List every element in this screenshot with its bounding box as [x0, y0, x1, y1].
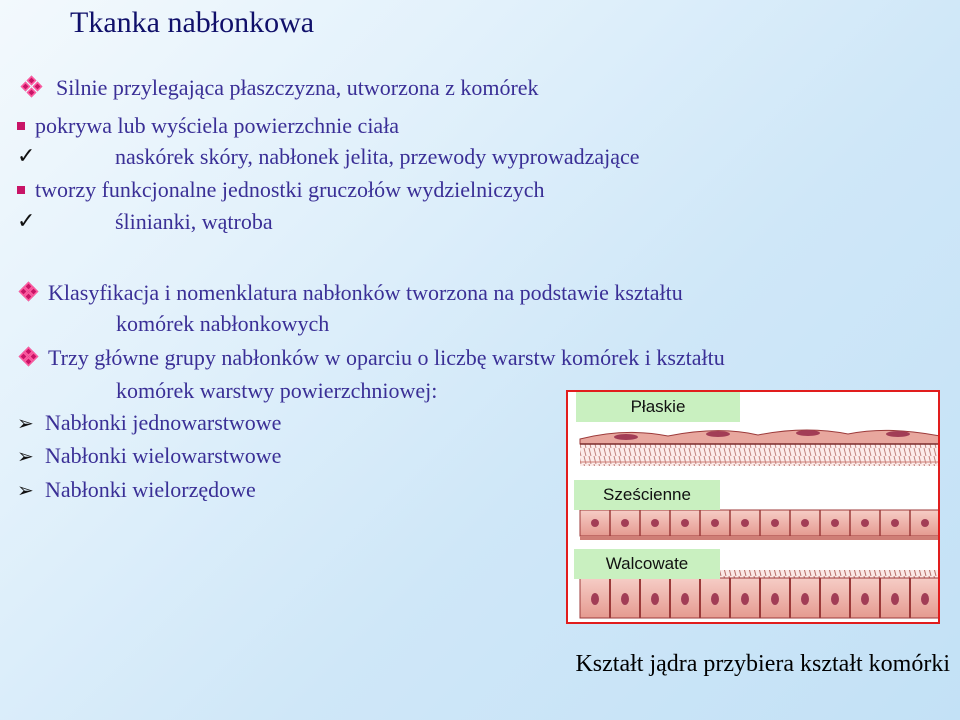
bullet-text: tworzy funkcjonalne jednostki gruczołów wydzielniczych [35, 177, 545, 202]
arrowhead-icon: ➢ [17, 444, 34, 468]
label-columnar: Walcowate [574, 549, 720, 579]
diamond-cluster-icon [22, 77, 42, 97]
label-cuboidal: Sześcienne [574, 480, 720, 510]
checkmark-icon: ✓ [17, 209, 36, 234]
bullet-text: Silnie przylegająca płaszczyzna, utworzona z komórek [56, 75, 539, 100]
diamond-cluster-icon [20, 348, 38, 366]
arrowhead-icon: ➢ [17, 478, 34, 502]
bullet-line-10 [17, 410, 281, 436]
figure-caption: Kształt jądra przybiera kształt komórki [575, 651, 950, 677]
bullet-text: komórek nabłonkowych [116, 311, 330, 336]
bullet-text: Nabłonki wielowarstwowe [45, 443, 282, 468]
bullet-line-2 [17, 113, 399, 139]
squamous-epithelium [580, 430, 938, 466]
bullet-line-8 [20, 345, 725, 371]
checkmark-icon: ✓ [17, 144, 36, 169]
bullet-text: Klasyfikacja i nomenklatura nabłonków tworzona na podstawie kształtu [48, 280, 683, 305]
arrowhead-icon: ➢ [17, 411, 34, 435]
bullet-text: Nabłonki jednowarstwowe [45, 410, 282, 435]
bullet-line-4 [17, 177, 545, 203]
label-flat: Płaskie [576, 392, 740, 422]
bullet-line-11 [17, 443, 281, 469]
square-bullet-icon [17, 186, 25, 194]
diamond-cluster-icon [20, 283, 38, 301]
bullet-text: Nabłonki wielorzędowe [45, 477, 256, 502]
bullet-text: ślinianki, wątroba [115, 209, 273, 234]
bullet-line-5 [17, 209, 273, 235]
bullet-text: komórek warstwy powierzchniowej: [116, 378, 438, 403]
slide-title: Tkanka nabłonkowa [70, 6, 315, 39]
bullet-line-7 [116, 311, 329, 337]
bullet-line-6 [20, 280, 683, 306]
bullet-line-12 [17, 477, 256, 503]
bullet-text: Trzy główne grupy nabłonków w oparciu o liczbę warstw komórek i kształtu [48, 345, 725, 370]
bullet-line-3 [17, 144, 640, 170]
bullet-line-1 [22, 75, 539, 101]
square-bullet-icon [17, 122, 25, 130]
bullet-text: pokrywa lub wyściela powierzchnie ciała [35, 113, 400, 138]
bullet-line-9 [116, 378, 437, 404]
cuboidal-epithelium [580, 510, 938, 540]
bullet-text: naskórek skóry, nabłonek jelita, przewody wyprowadzające [115, 144, 640, 169]
